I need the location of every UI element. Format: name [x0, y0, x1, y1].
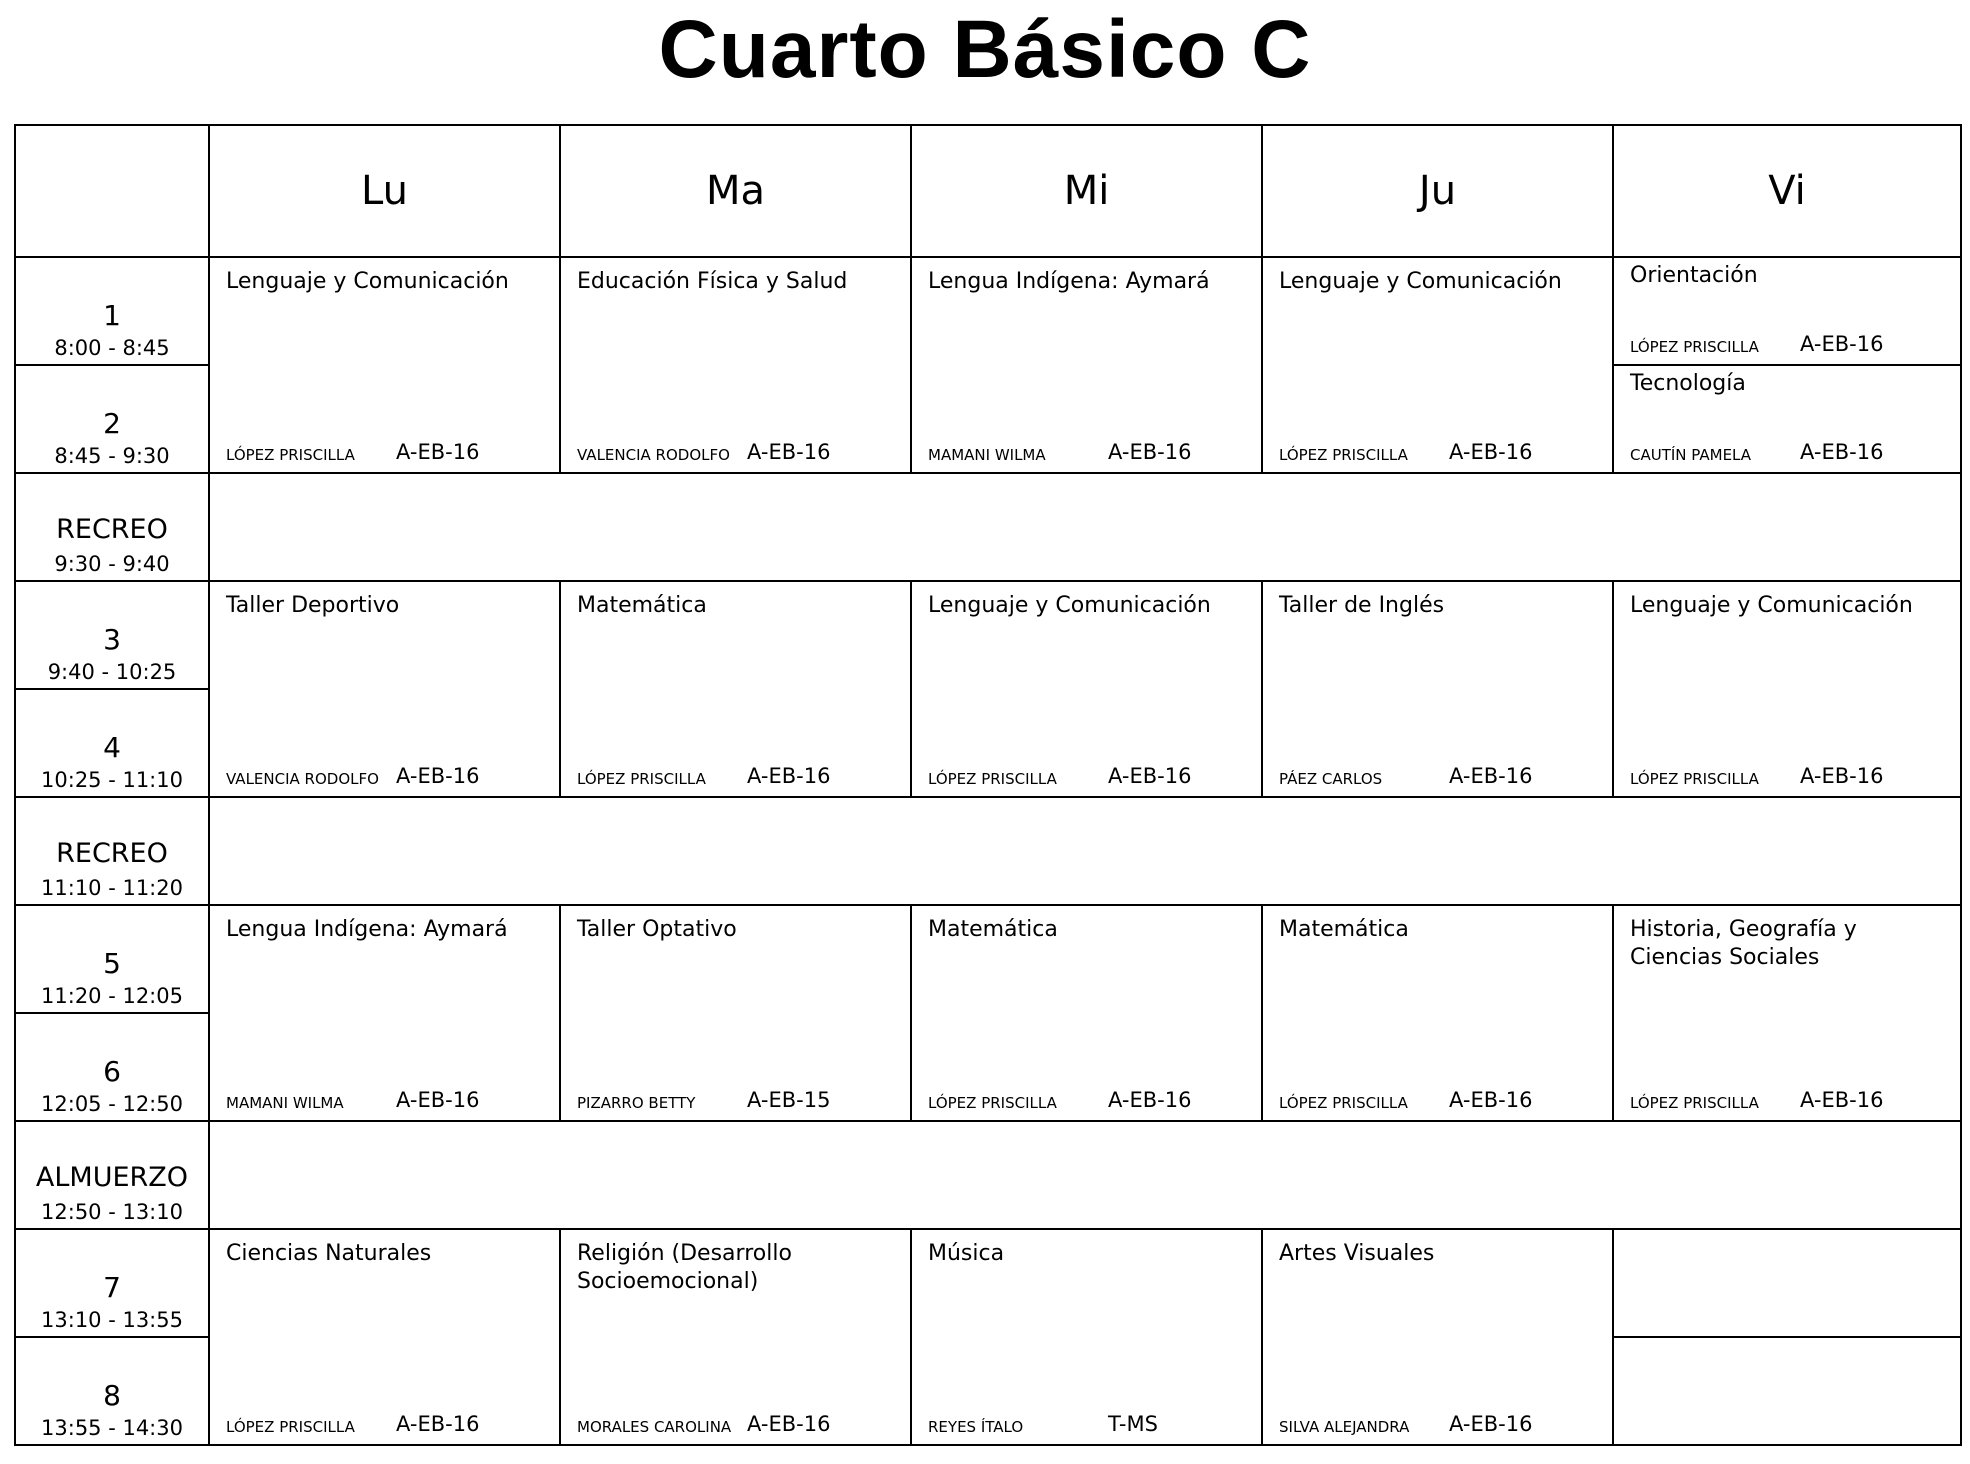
page-title: Cuarto Básico C	[658, 4, 1312, 95]
subject-name: Historia, Geografía y Ciencias Sociales	[1630, 917, 1857, 970]
teacher-name: LÓPEZ PRISCILLA	[1630, 770, 1759, 788]
room-code: A-EB-16	[1449, 440, 1533, 464]
day-header-5: Vi	[1612, 124, 1962, 258]
day-header-3: Mi	[910, 124, 1263, 258]
period-number: 2	[103, 407, 121, 440]
teacher-name: PÁEZ CARLOS	[1279, 770, 1383, 788]
break-time: 9:30 - 9:40	[54, 552, 170, 576]
break-band	[208, 796, 1962, 906]
room-code: A-EB-16	[1108, 764, 1192, 788]
teacher-name: LÓPEZ PRISCILLA	[226, 1418, 355, 1436]
teacher-name: MAMANI WILMA	[226, 1094, 344, 1112]
teacher-name: LÓPEZ PRISCILLA	[577, 770, 706, 788]
room-code: A-EB-16	[747, 1412, 831, 1436]
class-block	[208, 580, 561, 798]
teacher-name: VALENCIA RODOLFO	[226, 770, 379, 788]
teacher-name: LÓPEZ PRISCILLA	[1630, 338, 1759, 356]
class-block	[1612, 1228, 1962, 1338]
subject-name: Tecnología	[1630, 371, 1746, 396]
subject-name: Lenguaje y Comunicación	[226, 269, 509, 294]
room-code: A-EB-16	[1800, 764, 1884, 788]
teacher-name: LÓPEZ PRISCILLA	[928, 770, 1057, 788]
subject-name: Religión (Desarrollo Socioemocional)	[577, 1241, 792, 1294]
room-code: A-EB-16	[747, 440, 831, 464]
day-header-4: Ju	[1261, 124, 1614, 258]
period-number: 7	[103, 1271, 121, 1304]
room-code: A-EB-16	[1108, 440, 1192, 464]
break-label-cell	[14, 796, 210, 906]
teacher-name: LÓPEZ PRISCILLA	[1630, 1094, 1759, 1112]
period-cell	[14, 256, 210, 366]
period-time: 13:55 - 14:30	[41, 1416, 183, 1440]
subject-name: Matemática	[577, 593, 707, 618]
teacher-name: MORALES CAROLINA	[577, 1418, 732, 1436]
teacher-name: LÓPEZ PRISCILLA	[226, 446, 355, 464]
subject-name: Taller Deportivo	[226, 593, 400, 618]
room-code: A-EB-16	[1108, 1088, 1192, 1112]
schedule-grid	[14, 124, 1960, 1444]
class-block	[1261, 1228, 1614, 1446]
teacher-name: MAMANI WILMA	[928, 446, 1046, 464]
day-header-1: Lu	[208, 124, 561, 258]
break-label-cell	[14, 472, 210, 582]
class-block	[559, 580, 912, 798]
class-block	[208, 904, 561, 1122]
class-block	[208, 1228, 561, 1446]
room-code: A-EB-16	[396, 1412, 480, 1436]
class-block	[1261, 904, 1614, 1122]
period-cell	[14, 904, 210, 1014]
class-block	[1612, 904, 1962, 1122]
subject-name: Lengua Indígena: Aymará	[928, 269, 1210, 294]
teacher-name: LÓPEZ PRISCILLA	[1279, 1094, 1408, 1112]
period-cell	[14, 1012, 210, 1122]
room-code: A-EB-16	[396, 764, 480, 788]
room-code: A-EB-16	[396, 440, 480, 464]
subject-name: Taller de Inglés	[1279, 593, 1445, 618]
period-cell	[14, 688, 210, 798]
period-cell	[14, 580, 210, 690]
break-name: RECREO	[56, 838, 168, 869]
class-block	[1261, 580, 1614, 798]
break-band	[208, 472, 1962, 582]
period-time: 8:00 - 8:45	[54, 336, 170, 360]
period-number: 5	[103, 947, 121, 980]
period-number: 4	[103, 731, 121, 764]
subject-name	[1614, 1338, 1960, 1342]
period-time: 8:45 - 9:30	[54, 444, 170, 468]
room-code: A-EB-16	[1449, 1412, 1533, 1436]
subject-name: Lenguaje y Comunicación	[1279, 269, 1562, 294]
subject-name	[1614, 1230, 1960, 1234]
class-block	[1612, 1336, 1962, 1446]
room-code: T-MS	[1108, 1412, 1158, 1436]
subject-name: Artes Visuales	[1279, 1241, 1435, 1266]
period-time: 13:10 - 13:55	[41, 1308, 183, 1332]
day-header-2: Ma	[559, 124, 912, 258]
teacher-name: LÓPEZ PRISCILLA	[1279, 446, 1408, 464]
class-block	[910, 1228, 1263, 1446]
subject-name: Lengua Indígena: Aymará	[226, 917, 508, 942]
class-block	[559, 256, 912, 474]
subject-name: Lenguaje y Comunicación	[928, 593, 1211, 618]
teacher-name: LÓPEZ PRISCILLA	[928, 1094, 1057, 1112]
period-time: 12:05 - 12:50	[41, 1092, 183, 1116]
class-block	[910, 580, 1263, 798]
class-block	[559, 1228, 912, 1446]
period-cell	[14, 1228, 210, 1338]
teacher-name: CAUTÍN PAMELA	[1630, 446, 1752, 464]
break-label-cell	[14, 1120, 210, 1230]
period-time: 10:25 - 11:10	[41, 768, 183, 792]
subject-name: Orientación	[1630, 263, 1758, 288]
period-number: 1	[103, 299, 121, 332]
subject-name: Ciencias Naturales	[226, 1241, 432, 1266]
subject-name: Música	[928, 1241, 1005, 1266]
break-name: RECREO	[56, 514, 168, 545]
room-code: A-EB-16	[1449, 1088, 1533, 1112]
room-code: A-EB-16	[1800, 332, 1884, 356]
class-block	[1612, 256, 1962, 366]
break-time: 11:10 - 11:20	[41, 876, 183, 900]
room-code: A-EB-16	[396, 1088, 480, 1112]
class-block	[559, 904, 912, 1122]
class-block	[910, 904, 1263, 1122]
teacher-name: VALENCIA RODOLFO	[577, 446, 730, 464]
teacher-name: SILVA ALEJANDRA	[1279, 1418, 1410, 1436]
break-name: ALMUERZO	[35, 1162, 189, 1193]
corner-cell	[14, 124, 210, 258]
class-block	[1612, 580, 1962, 798]
break-time: 12:50 - 13:10	[41, 1200, 183, 1224]
room-code: A-EB-15	[747, 1088, 831, 1112]
period-number: 8	[103, 1379, 121, 1412]
period-number: 6	[103, 1055, 121, 1088]
class-block	[1612, 364, 1962, 474]
period-number: 3	[103, 623, 121, 656]
room-code: A-EB-16	[747, 764, 831, 788]
room-code: A-EB-16	[1800, 1088, 1884, 1112]
teacher-name: PIZARRO BETTY	[577, 1094, 696, 1112]
subject-name: Lenguaje y Comunicación	[1630, 593, 1913, 618]
period-cell	[14, 364, 210, 474]
subject-name: Matemática	[1279, 917, 1409, 942]
subject-name: Taller Optativo	[577, 917, 737, 942]
class-block	[208, 256, 561, 474]
subject-name: Educación Física y Salud	[577, 269, 848, 294]
period-cell	[14, 1336, 210, 1446]
teacher-name: REYES ÍTALO	[928, 1418, 1024, 1436]
period-time: 9:40 - 10:25	[47, 660, 177, 684]
room-code: A-EB-16	[1800, 440, 1884, 464]
class-block	[910, 256, 1263, 474]
period-time: 11:20 - 12:05	[41, 984, 183, 1008]
subject-name: Matemática	[928, 917, 1058, 942]
break-band	[208, 1120, 1962, 1230]
room-code: A-EB-16	[1449, 764, 1533, 788]
class-block	[1261, 256, 1614, 474]
